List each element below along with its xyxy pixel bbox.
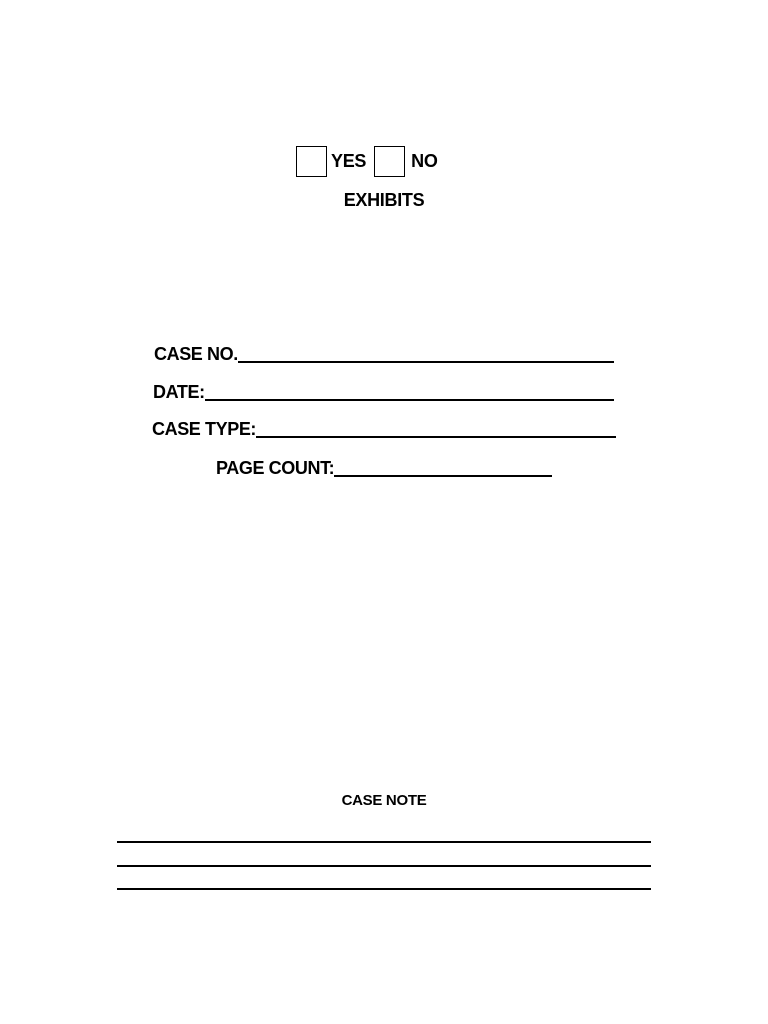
case-note-line-1[interactable] [117,823,651,843]
page-count-label: PAGE COUNT: [216,458,335,478]
exhibits-title: EXHIBITS [343,190,425,210]
case-no-label: CASE NO. [154,344,238,364]
case-note-line-2[interactable] [117,847,651,867]
page-count-field [216,453,552,479]
case-no-input[interactable] [238,339,614,363]
date-label: DATE: [153,382,205,402]
no-checkbox[interactable] [374,146,405,177]
yes-label: YES [331,151,367,171]
case-type-label: CASE TYPE: [152,419,257,439]
exhibits-choice-row [296,144,438,178]
case-note-title: CASE NOTE [341,792,427,809]
page-count-input[interactable] [334,453,552,477]
case-type-input[interactable] [256,414,616,438]
no-label: NO [411,151,438,171]
case-note-line-3[interactable] [117,870,651,890]
case-no-field [154,339,614,365]
case-type-field [152,414,616,440]
yes-checkbox[interactable] [296,146,327,177]
date-input[interactable] [205,377,614,401]
date-field [153,377,614,403]
